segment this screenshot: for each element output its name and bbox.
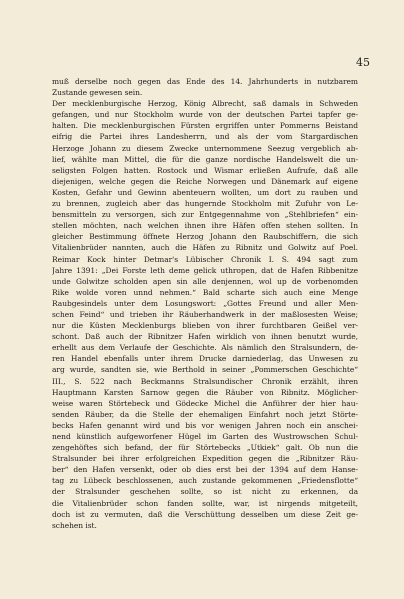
text-line: senden Räuber, da die Stelle der ehemaligen Einfahrt noch jetzt Störte-: [52, 409, 358, 419]
text-line: Reimar Kock hinter Detmar's Lübischer Chronik I. S. 494 sagt zum: [52, 254, 358, 264]
text-line: III., S. 522 nach Beckmanns Stralsundischer Chronik erzählt, ihren: [52, 376, 358, 386]
text-line: Hauptmann Karsten Sarnow gegen die Räuber von Ribnitz. Möglicher-: [52, 387, 358, 397]
text-line: doch ist zu vermuten, daß die Verschüttung desselben um diese Zeit ge-: [52, 509, 358, 519]
text-line: lief, wählte man Mittel, die für die ganze nordische Handelswelt die un-: [52, 154, 358, 164]
text-line: Der mecklenburgische Herzog, König Albrecht, saß damals in Schweden: [52, 99, 358, 109]
text-line: Stralsunder bei ihrer erfolgreichen Expedition gegen die „Ribnitzer Räu-: [52, 454, 358, 464]
text-line: ber“ den Hafen versenkt, oder ob dies erst bei der 1394 auf dem Hanse-: [52, 465, 358, 475]
body-text: [52, 76, 358, 531]
text-line: seligsten Folgen hatten. Rostock und Wismar erließen Aufrufe, daß alle: [52, 165, 358, 175]
text-line: Vitalienbrüder nannten, auch die Häfen zu Ribnitz und Golwitz auf Poel.: [52, 243, 358, 253]
text-line: schehen ist.: [52, 520, 97, 530]
text-line: arg wurde, sandten sie, wie Berthold in seiner „Pommerschen Geschichte“: [52, 365, 358, 375]
text-line: becks Hafen genannt wird und bis vor wenigen Jahren noch ein anschei-: [52, 420, 358, 430]
text-line: nur die Küsten Mecklenburgs blieben von ihrer furchtbaren Geißel ver-: [52, 321, 358, 331]
text-line: tag zu Lübeck beschlossenen, auch zustande gekommenen „Friedensflotte“: [52, 476, 358, 486]
page-number: 45: [356, 56, 370, 69]
text-line: muß derselbe noch gegen das Ende des 14. Jahrhunderts in nutzbarem: [52, 77, 358, 86]
text-line: der Stralsunder geschehen sollte, so ist nicht zu erkennen, da: [52, 487, 358, 497]
text-line: bensmitteln zu versorgen, sich zur Entgegennahme von „Stehlbriefen“ ein-: [52, 210, 358, 220]
text-line: erhellt aus dem Verlaufe der Geschichte. Als nämlich den Stralsundern, de-: [52, 343, 358, 353]
text-line: zengehöftes sich befand, der für Störtebecks „Utkiek“ galt. Ob nun die: [52, 443, 358, 453]
text-line: gleicher Bestimmung öffnete Herzog Johann den Raubschiffern, die sich: [52, 232, 358, 242]
text-line: Rike wolde voren unnd nehmen.“ Bald scharte sich auch eine Menge: [52, 287, 358, 297]
text-line: eifrig die Partei ihres Landesherrn, und als der vom Stargardischen: [52, 132, 358, 142]
text-line: Zustande gewesen sein.: [52, 88, 143, 98]
text-line: halten. Die mecklenburgischen Fürsten ergriffen unter Pommerns Beistand: [52, 121, 358, 131]
text-line: schont. Daß auch der Ribnitzer Hafen wirklich von ihnen benutzt wurde,: [52, 332, 358, 342]
text-line: die Vitalienbrüder schon fanden sollte, war, ist nirgends mitgeteilt,: [52, 498, 358, 508]
text-line: ren Handel ebenfalls unter ihrem Drucke darniederlag, das Unwesen zu: [52, 354, 358, 364]
text-line: weise waren Störtebeck und Gödecke Michel die Anführer der hier hau-: [52, 398, 358, 408]
text-line: Herzoge Johann zu diesem Zwecke unternommene Seezug vergeblich ab-: [52, 143, 358, 153]
text-line: Jahre 1391: „Dei Forste leth deme gelick uthropen, dat de Hafen Ribbenitze: [52, 265, 358, 275]
text-line: Kosten, Gefahr und Gewinn abenteuern wollten, um dort zu rauben und: [52, 187, 358, 197]
text-line: schen Feind“ und trieben ihr Räuberhandwerk in der maßlosesten Weise;: [52, 309, 358, 319]
text-line: stellen möchten, nach welchen ihnen ihre Häfen offen stehen sollten. In: [52, 221, 358, 231]
text-line: nend künstlich aufgeworfener Hügel im Garten des Wustrowschen Schul-: [52, 432, 358, 441]
text-line: Raubgesindels unter dem Losungswort: „Gottes Freund und aller Men-: [52, 298, 358, 308]
text-line: diejenigen, welche gegen die Reiche Norwegen und Dänemark auf eigene: [52, 176, 358, 186]
text-line: gefangen, und nur Stockholm wurde von der deutschen Partei tapfer ge-: [52, 110, 358, 120]
text-line: zu brennen, zugleich aber das hungernde Stockholm mit Zufuhr von Le-: [52, 199, 358, 209]
text-line: unde Golwitze scholden apen sin alle denjennen, wol up de vorbenomden: [52, 276, 358, 286]
